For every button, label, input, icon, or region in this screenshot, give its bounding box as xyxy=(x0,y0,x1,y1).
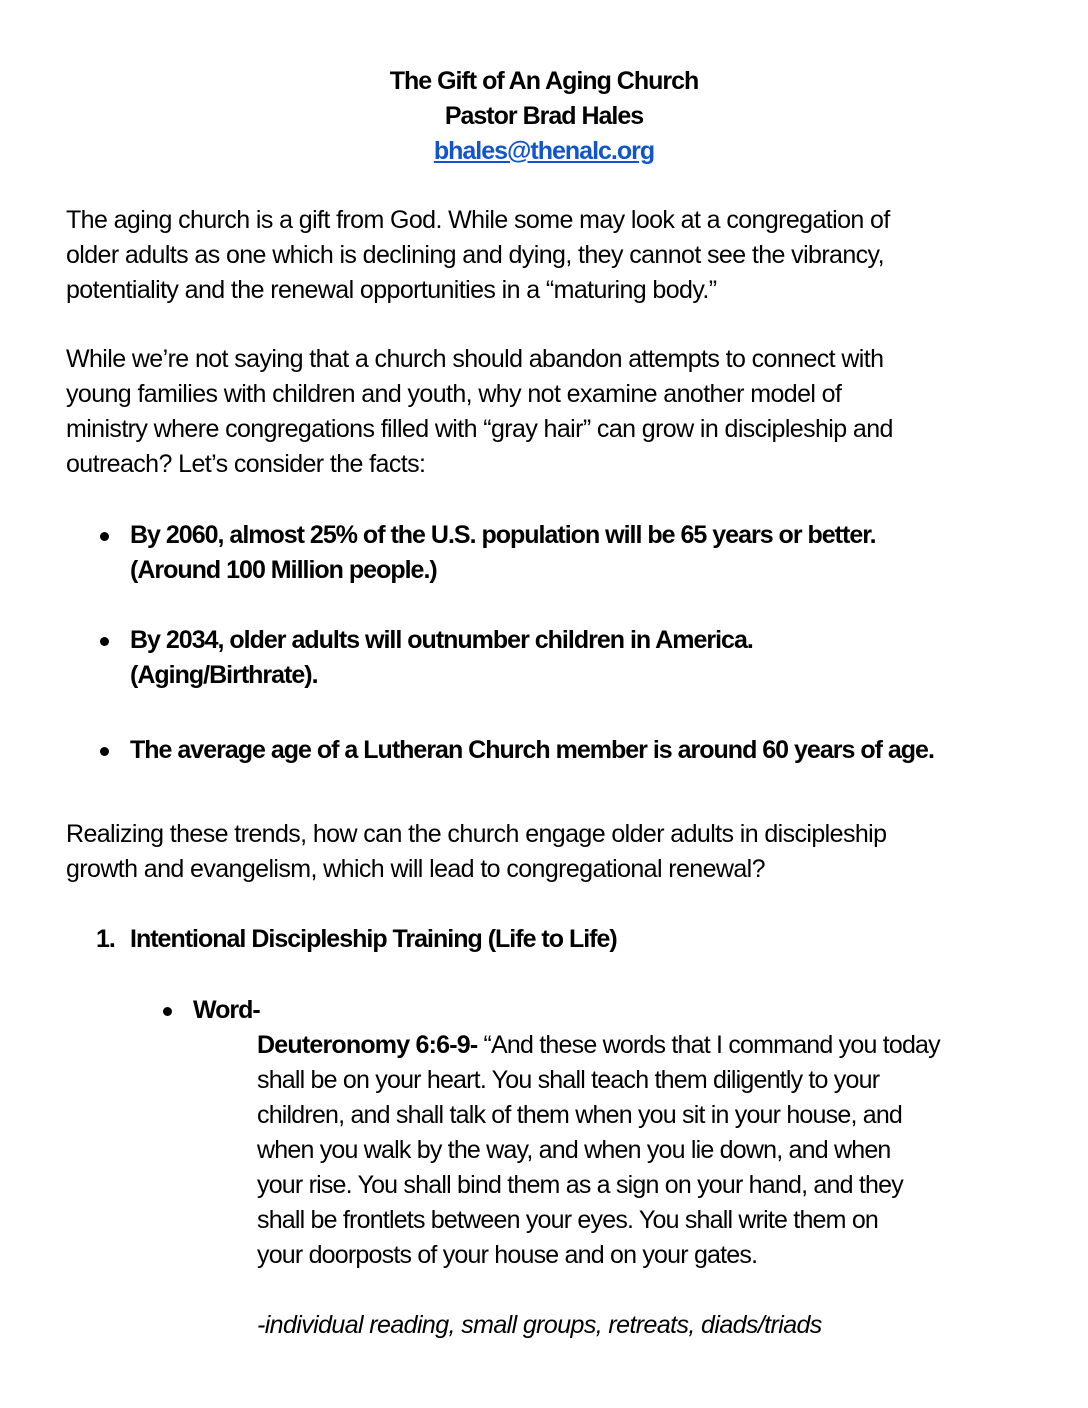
fact-line: (Aging/Birthrate). xyxy=(130,661,318,689)
second-line: outreach? Let’s consider the facts: xyxy=(66,450,426,478)
scripture-line: when you walk by the way, and when you lie down, and when xyxy=(257,1136,891,1164)
second-line: young families with children and youth, why not examine another model of xyxy=(66,380,842,408)
second-paragraph xyxy=(66,342,1026,482)
scripture-line: “And these words that I command you today xyxy=(483,1031,940,1059)
scripture-reference: Deuteronomy 6:6-9- xyxy=(257,1031,484,1059)
scripture-line: your rise. You shall bind them as a sign on your hand, and they xyxy=(257,1171,903,1199)
second-line: While we’re not saying that a church should abandon attempts to connect with xyxy=(66,345,884,373)
bullet-icon xyxy=(163,1007,172,1016)
scripture-line: children, and shall talk of them when you sit in your house, and xyxy=(257,1101,903,1129)
section-title: Intentional Discipleship Training (Life to Life) xyxy=(130,925,617,953)
fact-line: By 2060, almost 25% of the U.S. population will be 65 years or better. xyxy=(130,521,876,549)
question-line: Realizing these trends, how can the church engage older adults in discipleship xyxy=(66,820,887,848)
fact-line: The average age of a Lutheran Church member is around 60 years of age. xyxy=(130,736,934,764)
scripture-line: shall be on your heart. You shall teach them diligently to your xyxy=(257,1066,880,1094)
sub-bullet-label: Word- xyxy=(193,996,260,1024)
scripture-line: your doorposts of your house and on your gates. xyxy=(257,1241,758,1269)
bullet-icon xyxy=(100,747,109,756)
bullet-icon xyxy=(100,532,109,541)
section-heading xyxy=(96,922,617,957)
intro-line: older adults as one which is declining and dying, they cannot see the vibrancy, xyxy=(66,241,884,269)
scripture-line: shall be frontlets between your eyes. You shall write them on xyxy=(257,1206,879,1234)
question-line: growth and evangelism, which will lead to congregational renewal? xyxy=(66,855,765,883)
intro-line: potentiality and the renewal opportunities in a “maturing body.” xyxy=(66,276,717,304)
activities-note: -individual reading, small groups, retreats, diads/triads xyxy=(257,1311,822,1339)
second-line: ministry where congregations filled with “gray hair” can grow in discipleship and xyxy=(66,415,893,443)
document-title: The Gift of An Aging Church xyxy=(389,67,699,95)
intro-line: The aging church is a gift from God. While some may look at a congregation of xyxy=(66,206,890,234)
question-paragraph xyxy=(66,817,1026,887)
document-header xyxy=(0,64,1088,169)
bullet-icon xyxy=(100,637,109,646)
scripture-quote xyxy=(257,1028,1037,1273)
fact-line: By 2034, older adults will outnumber children in America. xyxy=(130,626,753,654)
intro-paragraph xyxy=(66,203,1026,308)
section-number: 1. xyxy=(96,925,115,953)
author-name: Pastor Brad Hales xyxy=(444,102,644,130)
fact-line: (Around 100 Million people.) xyxy=(130,556,437,584)
email-link[interactable]: bhales@thenalc.org xyxy=(433,137,655,165)
